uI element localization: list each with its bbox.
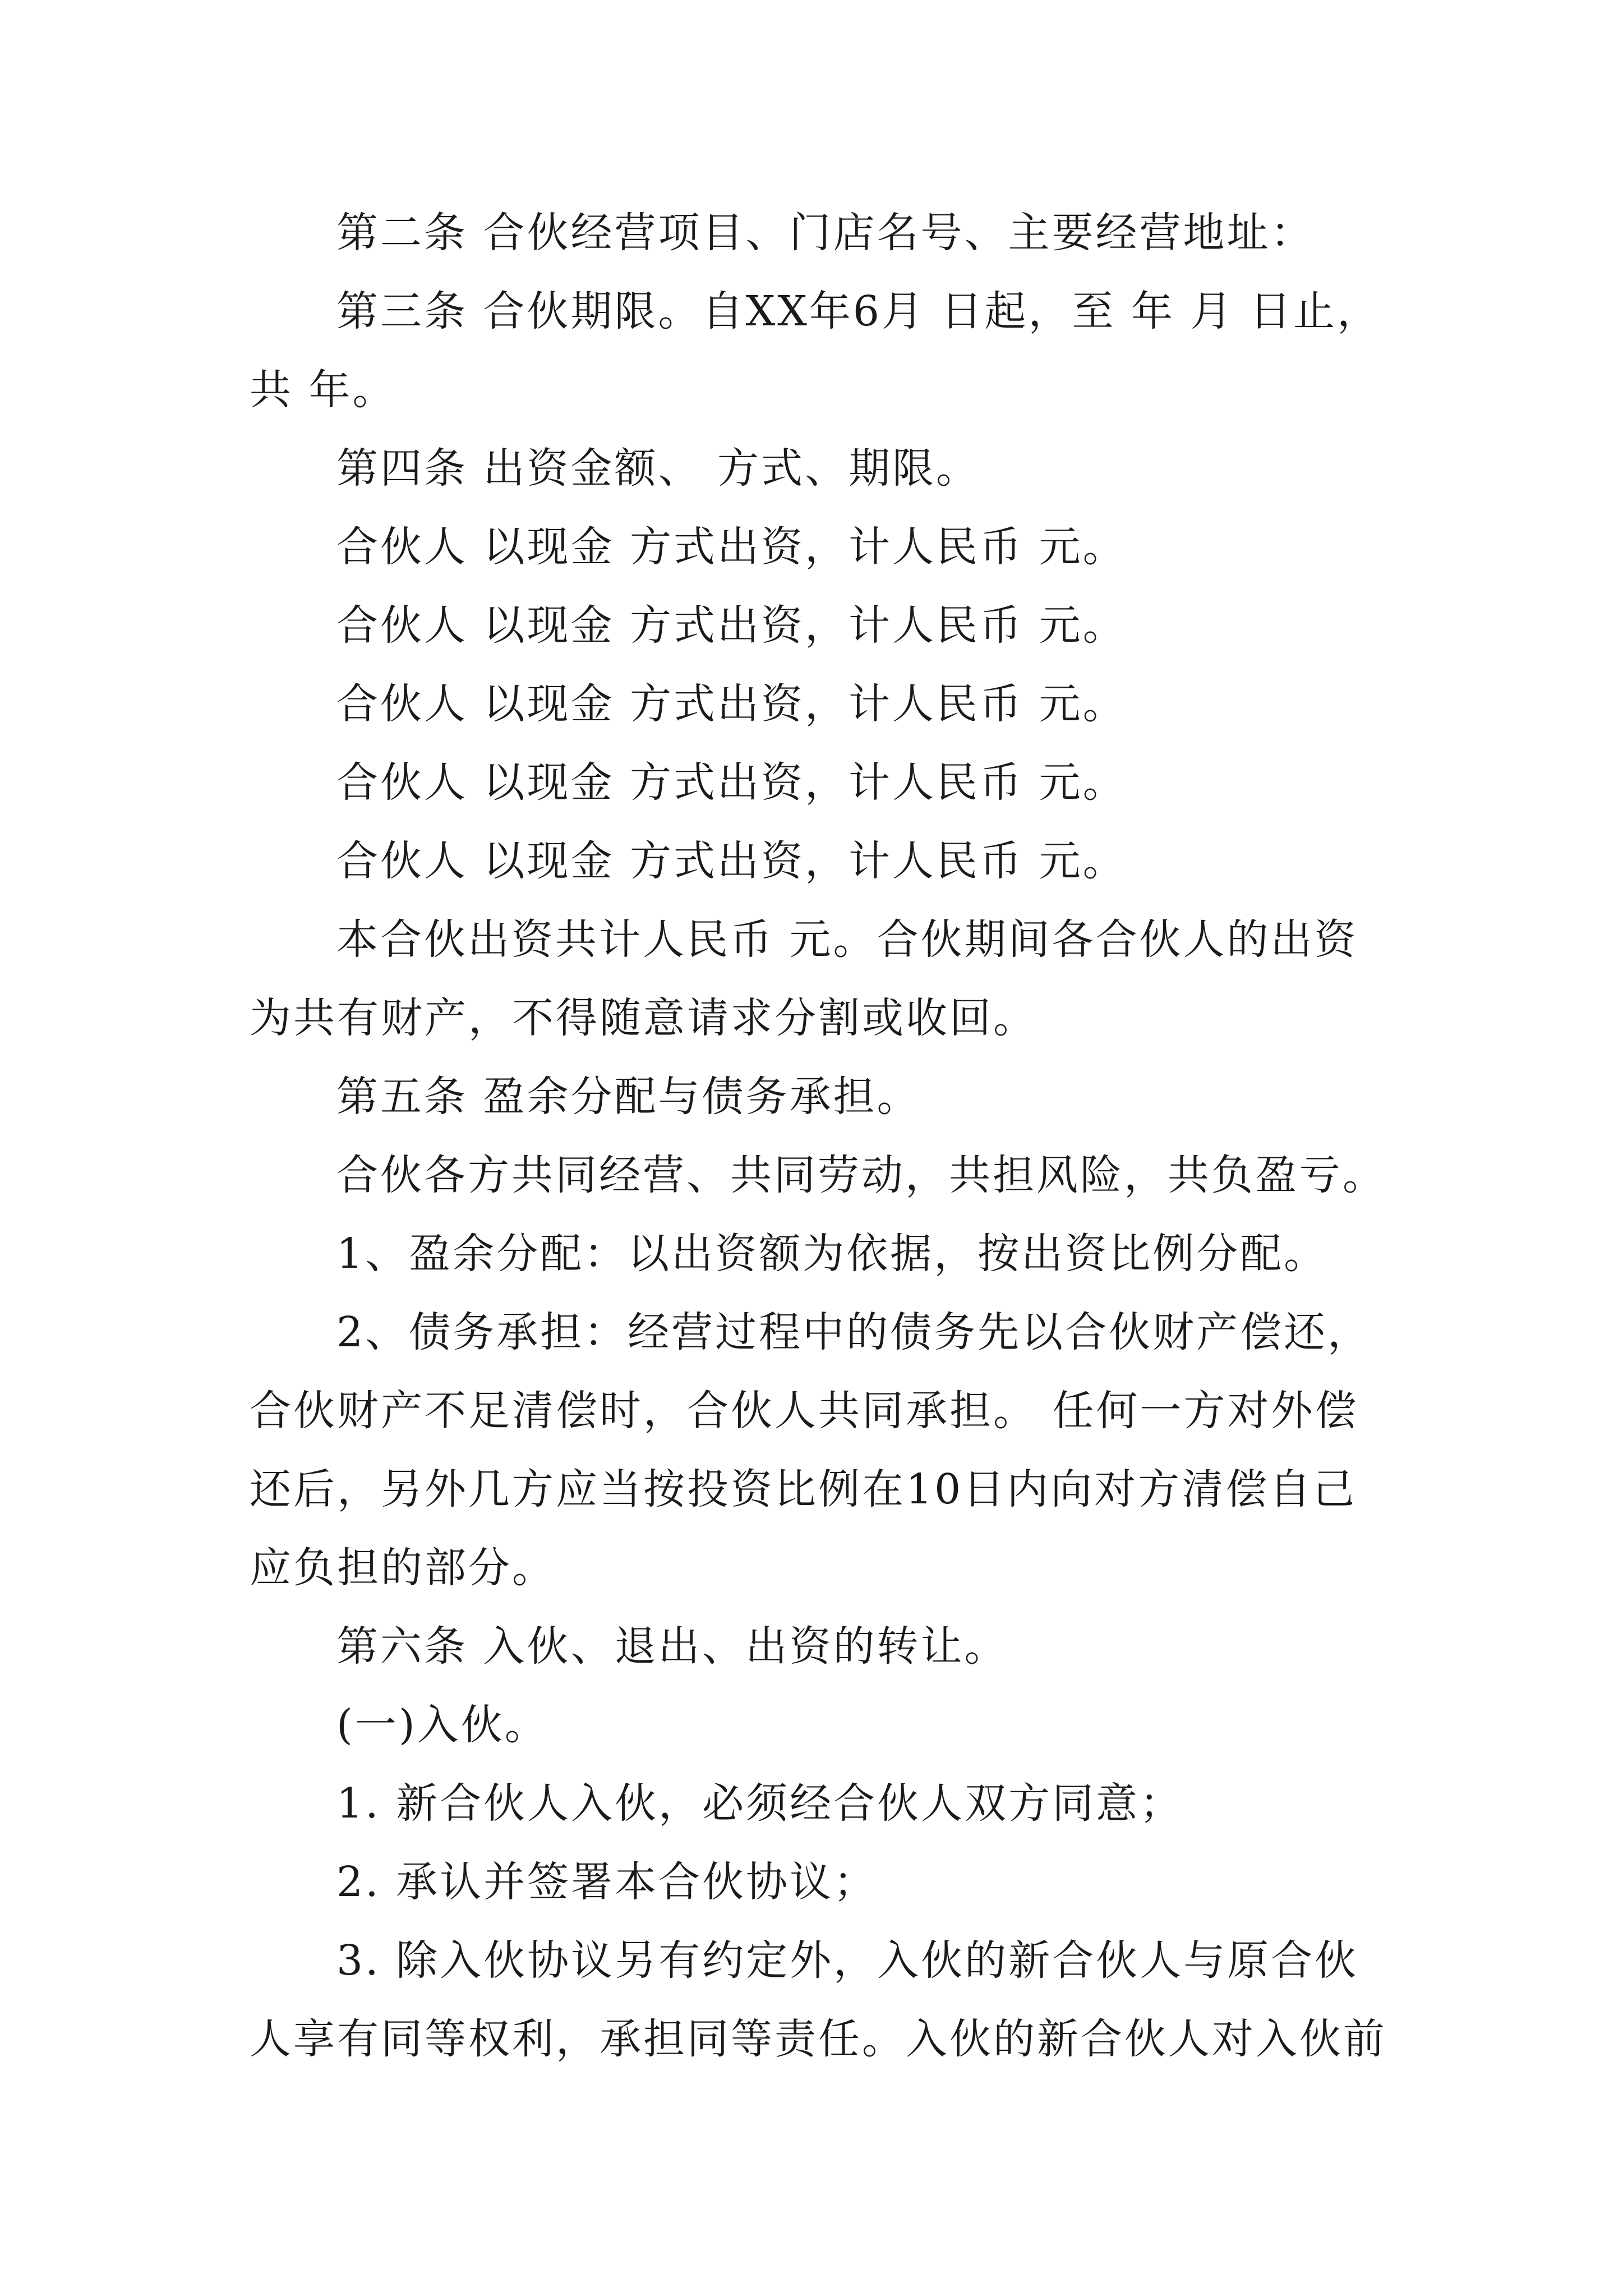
paragraph-partner-contribution-2: 合伙人 以现金 方式出资，计人民币 元。 (336, 601, 1127, 650)
paragraph-admission-item-3: 3. 除入伙协议另有约定外，入伙的新合伙人与原合伙人享有同等权利，承担同等责任。入伙的新合伙人对入伙前 (250, 1936, 1387, 2063)
paragraph-article-2: 第二条 合伙经营项目、门店名号、主要经营地址： (336, 209, 1315, 257)
paragraph-admission-heading: (一)入伙。 (336, 1701, 548, 1749)
paragraph-partner-contribution-1: 合伙人 以现金 方式出资，计人民币 元。 (336, 523, 1127, 571)
paragraph-partner-contribution-4: 合伙人 以现金 方式出资，计人民币 元。 (336, 758, 1127, 807)
paragraph-article-6: 第六条 入伙、退出、出资的转让。 (336, 1622, 1008, 1671)
paragraph-partner-contribution-3: 合伙人 以现金 方式出资，计人民币 元。 (336, 680, 1127, 728)
document-body (250, 194, 1394, 2078)
paragraph-admission-item-2: 2. 承认并签署本合伙协议； (336, 1858, 878, 1906)
paragraph-admission-item-1: 1. 新合伙人入伙，必须经合伙人双方同意； (336, 1779, 1184, 1828)
paragraph-total-contribution: 本合伙出资共计人民币 元。合伙期间各合伙人的出资为共有财产，不得随意请求分割或收回。 (250, 915, 1358, 1042)
paragraph-article-4: 第四条 出资金额、 方式、期限。 (336, 444, 980, 493)
paragraph-partner-contribution-5: 合伙人 以现金 方式出资，计人民币 元。 (336, 837, 1127, 885)
paragraph-article-5: 第五条 盈余分配与债务承担。 (336, 1073, 921, 1121)
paragraph-article-3: 第三条 合伙期限。自XX年6月 日起，至 年 月 日止，共 年。 (250, 287, 1381, 414)
paragraph-joint-operation: 合伙各方共同经营、共同劳动，共担风险，共负盈亏。 (336, 1151, 1386, 1199)
paragraph-profit-distribution: 1、盈余分配：以出资额为依据，按出资比例分配。 (336, 1230, 1328, 1278)
paragraph-debt-bearing: 2、债务承担：经营过程中的债务先以合伙财产偿还，合伙财产不足清偿时，合伙人共同承担。 任何一方对外偿还后，另外几方应当按投资比例在10日内向对方清偿自己应负担的部分。 (250, 1308, 1372, 1592)
